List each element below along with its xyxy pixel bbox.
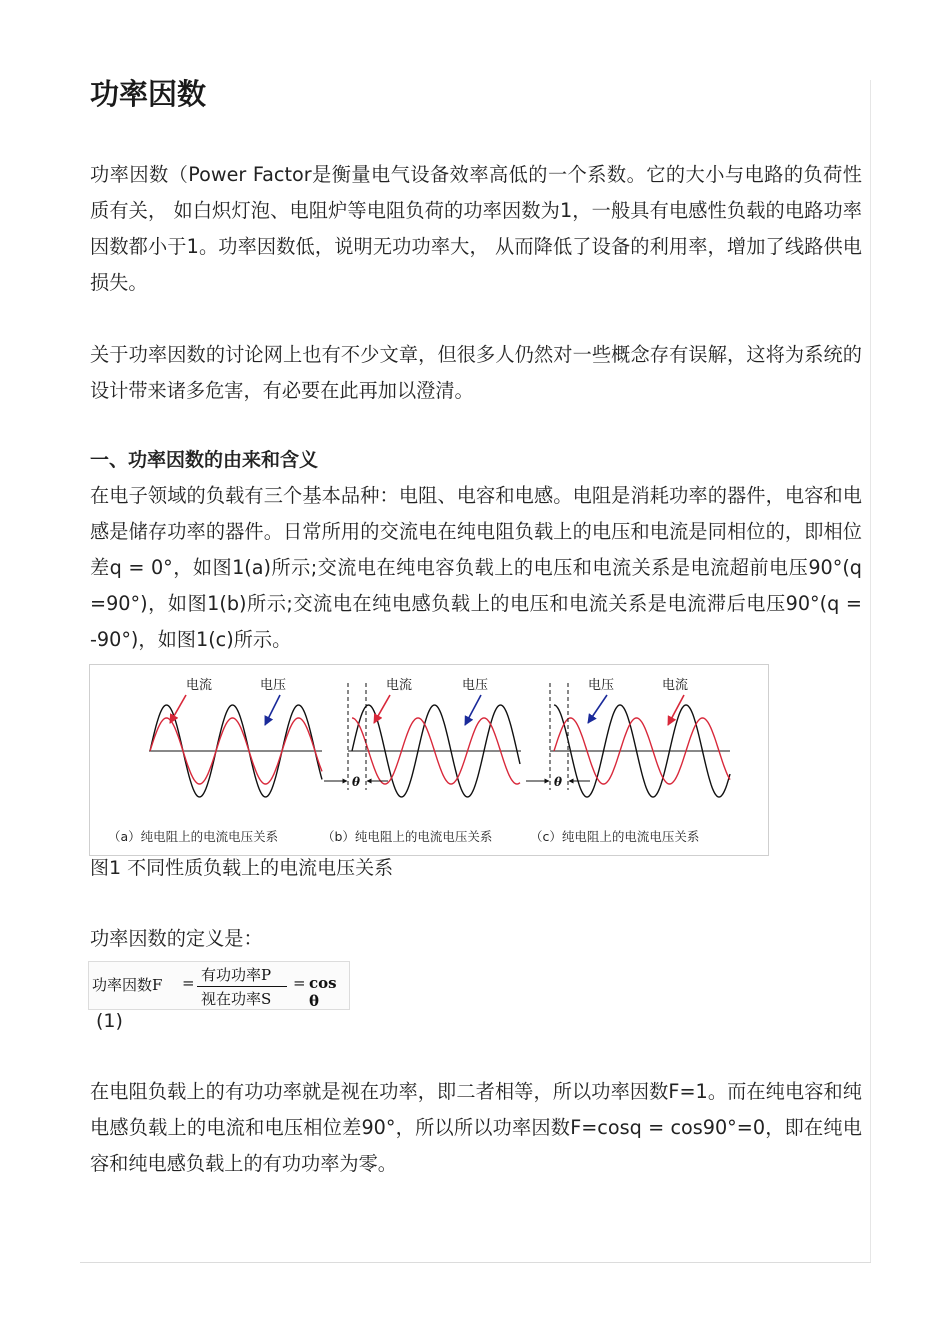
formula-fraction-bar [197,986,287,987]
formula-equals: = [182,974,195,992]
panel-1-label-right: 电压 [260,678,287,693]
panel-1-arrow-right [265,695,280,725]
panel-2-label-left: 电流 [386,678,413,693]
figure-1 [89,664,769,856]
panel-3-arrow-left [588,695,607,723]
power-factor-formula [88,961,350,1010]
section-1-heading: 一、功率因数的由来和含义 [90,449,319,471]
panel-1-caption: （a）纯电阻上的电流电压关系 [108,829,279,844]
panel-3-caption: （c）纯电阻上的电流电压关系 [530,829,700,844]
panel-1-arrow-left [170,695,186,723]
panel-3-theta-symbol: θ [554,775,563,789]
figure-1-waveforms [90,665,768,855]
panel-2-theta-symbol: θ [352,775,361,789]
panel-2-label-right: 电压 [462,678,489,693]
formula-denominator: 视在功率S [201,990,272,1008]
page-frame-bottom [80,1262,871,1263]
formula-numerator: 有功功率P [201,966,272,984]
panel-3-label-left: 电压 [588,678,615,693]
panel-3-label-right: 电流 [662,678,689,693]
formula-equals-2: = [293,974,306,992]
page-frame-right [870,80,871,1263]
panel-2-arrow-right [465,695,481,725]
formula-lhs: 功率因数F [92,976,163,994]
panel-1-label-left: 电流 [186,678,213,693]
conclusion-paragraph: 在电阻负载上的有功功率就是视在功率，即二者相等，所以功率因数F=1。而在纯电容和纯电感负载上的电流和电压相位差90°，所以所以功率因数F=cosq = cos90°=0，即在纯电容和纯电感负载上的有功功率为零。 [90,1080,862,1175]
article-title: 功率因数 [90,77,207,111]
misconception-paragraph: 关于功率因数的讨论网上也有不少文章，但很多人仍然对一些概念存有误解，这将为系统的设计带来诸多危害，有必要在此再加以澄清。 [90,343,862,402]
formula-number: (1) [96,1010,123,1032]
definition-intro: 功率因数的定义是： [90,927,263,950]
panel-2-arrow-left [374,695,390,723]
section-1-body: 在电子领域的负载有三个基本品种：电阻、电容和电感。电阻是消耗功率的器件，电容和电感是储存功率的器件。日常所用的交流电在纯电阻负载上的电压和电流是同相位的，即相位差q = 0°，如图1(a)所示;交流电在纯电容负载上的电压和电流关系是电流超前电压90°(q =90°)，如图1(b)所示;交流电在纯电感负载上的电压和电流关系是电流滞后电压90°(q = -90°)，如图1(c)所示。 [90,484,862,651]
intro-paragraph: 功率因数（Power Factor是衡量电气设备效率高低的一个系数。它的大小与电路的负荷性质有关， 如白炽灯泡、电阻炉等电阻负荷的功率因数为1，一般具有电感性负载的电路功率因数都小于1。功率因数低，说明无功功率大， 从而降低了设备的利用率，增加了线路供电损失。 [90,163,862,294]
formula-rhs: cos θ [309,974,337,1010]
panel-2-caption: （b）纯电阻上的电流电压关系 [322,829,493,844]
figure-1-caption: 图1 不同性质负载上的电流电压关系 [90,857,394,879]
